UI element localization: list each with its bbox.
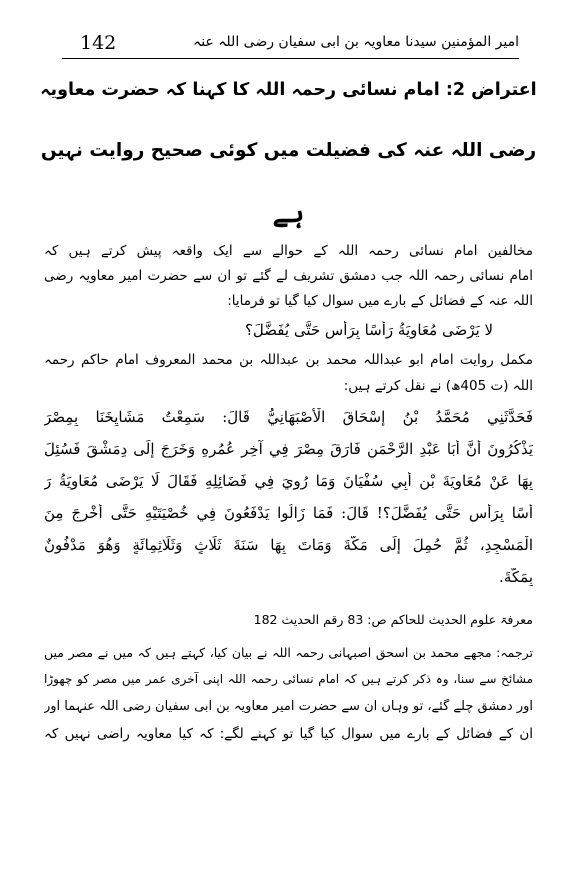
- translation-line: اور دمشق چلے گئے، تو وہاں ان سے حضرت امیر معاویہ بن ابی سفیان رضی اللہ عنہما اور: [44, 699, 533, 714]
- arabic-text-line: أْسًا بِرَأْسٍ حَتَّى يُفَضَّلَ؟! قَالَ: فَمَا زَالُوا يَدْفَعُونَ فِي خُصْيَتَيْهِ حَتَّى أُخْرِجَ مِنَ: [44, 504, 533, 522]
- intro-line: امام نسائی رحمہ اللہ جب دمشق تشریف لے گئے تو ان سے حضرت امیر معاویہ رضی: [44, 268, 533, 284]
- arabic-quote: لا يَرْضَى مُعَاوِيَةُ رَأْسًا بِرَأْسٍ حَتَّى يُفَضَّلَ؟: [244, 321, 493, 339]
- section-title-line-1: اعتراض 2: امام نسائی رحمہ اللہ کا کہنا کہ حضرت معاویہ: [40, 80, 537, 100]
- section-title-line-2: رضی اللہ عنہ کی فضیلت میں کوئی صحیح روایت نہیں: [40, 140, 537, 161]
- translation-line: ترجمہ: مجھے محمد بن اسحق اصبہانی رحمہ اللہ نے بیان کیا، کہتے ہیں کہ میں نے مصر میں: [44, 645, 533, 660]
- page-header: [62, 28, 519, 59]
- intro-line: اللہ عنہ کے فضائل کے بارے میں سوال کیا گیا تو فرمایا:: [227, 293, 533, 309]
- narration-line: اللہ (ت 405ھ) نے نقل کرتے ہیں:: [343, 378, 533, 394]
- translation-line: ان کے فضائل کے بارے میں سوال کیا گیا تو کہنے لگے: کہ کیا معاویہ راضی نہیں کہ: [44, 726, 533, 742]
- running-title: امیر المؤمنین سیدنا معاویہ بن ابی سفیان رضی اللہ عنہ: [192, 34, 519, 50]
- section-title-line-3: ہے: [272, 198, 305, 229]
- arabic-text-line: بِهَا عَنْ مُعَاوِيَةَ بْنِ أَبِي سُفْيَانَ وَمَا رُوِيَ فِي فَضَائِلِهِ فَقَالَ لَا يَرْضَى مُعَاوِيَةُ رَ: [44, 472, 533, 490]
- translation-line: مشائخ سے سنا، وہ ذکر کرتے ہیں کہ امام نسائی رحمہ اللہ اپنی آخری عمر میں مصر کو چھوڑا: [44, 672, 533, 686]
- arabic-text-line: يَذْكُرُونَ أَنَّ أَبَا عَبْدِ الرَّحْمَنِ فَارَقَ مِصْرَ فِي آخِرِ عُمُرِهِ وَخَرَجَ إِلَى دِمَشْقَ فَسُئِلَ: [44, 440, 533, 458]
- page-number: 142: [80, 32, 117, 54]
- arabic-text-line: الْمَسْجِدِ، ثُمَّ حُمِلَ إِلَى مَكَّةَ وَمَاتَ بِهَا سَنَةَ ثَلَاثٍ وَثَلَاثِمِائَةٍ وَهُوَ مَدْفُونٌ: [44, 536, 533, 554]
- narration-line: مکمل روایت امام ابو عبداللہ محمد بن عبداللہ بن محمد المعروف امام حاکم رحمہ: [44, 352, 533, 368]
- intro-line: مخالفین امام نسائی رحمہ اللہ کے حوالے سے ایک واقعہ پیش کرتے ہیں کہ: [44, 243, 533, 259]
- arabic-text-line: بِمَكَّةَ.: [499, 568, 533, 586]
- source-reference: معرفۃ علوم الحدیث للحاکم ص: 83 رقم الحدیث 182: [253, 612, 533, 627]
- arabic-text-line: فَحَدَّثَنِي مُحَمَّدُ بْنُ إِسْحَاقَ الْأَصْبَهَانِيُّ قَالَ: سَمِعْتُ مَشَايِخَنَا بِمِصْرَ: [44, 408, 533, 426]
